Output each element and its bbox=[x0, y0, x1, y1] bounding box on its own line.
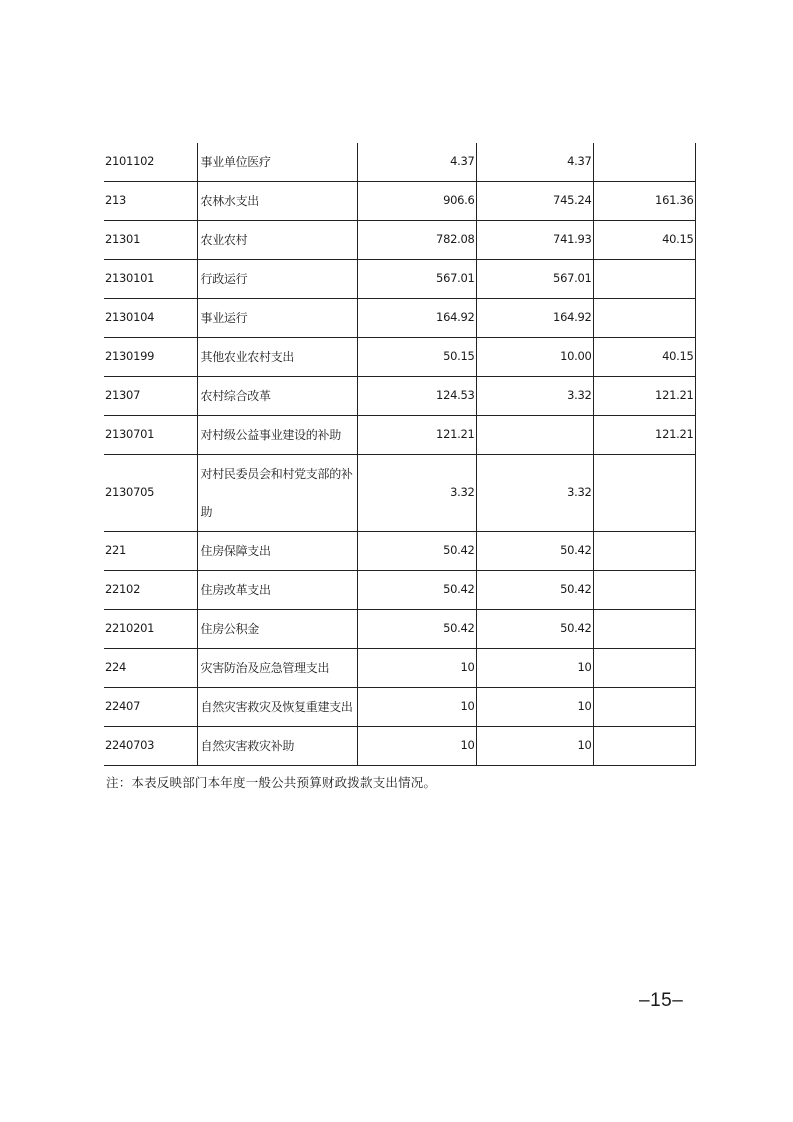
account-name: 行政运行 bbox=[197, 260, 357, 299]
basic-expenditure: 10.00 bbox=[476, 338, 593, 377]
basic-expenditure: 4.37 bbox=[476, 143, 593, 182]
table-row bbox=[104, 299, 695, 338]
table-row bbox=[104, 688, 695, 727]
total-amount: 121.21 bbox=[357, 416, 476, 455]
project-expenditure bbox=[593, 649, 695, 688]
account-name: 自然灾害救灾及恢复重建支出 bbox=[197, 688, 357, 727]
project-expenditure: 40.15 bbox=[593, 338, 695, 377]
basic-expenditure: 50.42 bbox=[476, 610, 593, 649]
project-expenditure bbox=[593, 455, 695, 532]
account-name: 住房保障支出 bbox=[197, 532, 357, 571]
account-name: 对村级公益事业建设的补助 bbox=[197, 416, 357, 455]
account-name: 事业单位医疗 bbox=[197, 143, 357, 182]
budget-table bbox=[104, 143, 696, 766]
total-amount: 164.92 bbox=[357, 299, 476, 338]
account-code: 22102 bbox=[104, 571, 197, 610]
total-amount: 3.32 bbox=[357, 455, 476, 532]
account-code: 21301 bbox=[104, 221, 197, 260]
basic-expenditure: 741.93 bbox=[476, 221, 593, 260]
total-amount: 50.42 bbox=[357, 571, 476, 610]
table-row bbox=[104, 532, 695, 571]
project-expenditure bbox=[593, 571, 695, 610]
page-number: –15– bbox=[639, 990, 684, 1011]
account-name: 农业农村 bbox=[197, 221, 357, 260]
project-expenditure bbox=[593, 299, 695, 338]
account-code: 213 bbox=[104, 182, 197, 221]
account-code: 224 bbox=[104, 649, 197, 688]
account-name: 农村综合改革 bbox=[197, 377, 357, 416]
total-amount: 50.42 bbox=[357, 610, 476, 649]
table-row bbox=[104, 260, 695, 299]
project-expenditure bbox=[593, 143, 695, 182]
table-row bbox=[104, 221, 695, 260]
basic-expenditure: 3.32 bbox=[476, 455, 593, 532]
account-name: 住房公积金 bbox=[197, 610, 357, 649]
total-amount: 124.53 bbox=[357, 377, 476, 416]
table-row bbox=[104, 377, 695, 416]
project-expenditure: 121.21 bbox=[593, 377, 695, 416]
account-code: 2101102 bbox=[104, 143, 197, 182]
total-amount: 50.42 bbox=[357, 532, 476, 571]
total-amount: 50.15 bbox=[357, 338, 476, 377]
total-amount: 10 bbox=[357, 727, 476, 766]
total-amount: 10 bbox=[357, 688, 476, 727]
project-expenditure bbox=[593, 260, 695, 299]
total-amount: 567.01 bbox=[357, 260, 476, 299]
project-expenditure bbox=[593, 727, 695, 766]
table-row bbox=[104, 416, 695, 455]
account-code: 2130101 bbox=[104, 260, 197, 299]
basic-expenditure: 50.42 bbox=[476, 532, 593, 571]
account-code: 2130705 bbox=[104, 455, 197, 532]
table-row bbox=[104, 571, 695, 610]
basic-expenditure: 10 bbox=[476, 649, 593, 688]
table-row bbox=[104, 455, 695, 532]
account-code: 2130701 bbox=[104, 416, 197, 455]
project-expenditure bbox=[593, 688, 695, 727]
project-expenditure: 121.21 bbox=[593, 416, 695, 455]
project-expenditure: 161.36 bbox=[593, 182, 695, 221]
basic-expenditure: 50.42 bbox=[476, 571, 593, 610]
basic-expenditure: 10 bbox=[476, 688, 593, 727]
basic-expenditure: 745.24 bbox=[476, 182, 593, 221]
basic-expenditure: 567.01 bbox=[476, 260, 593, 299]
account-name: 农林水支出 bbox=[197, 182, 357, 221]
account-name: 灾害防治及应急管理支出 bbox=[197, 649, 357, 688]
account-code: 2240703 bbox=[104, 727, 197, 766]
account-code: 22407 bbox=[104, 688, 197, 727]
account-name: 自然灾害救灾补助 bbox=[197, 727, 357, 766]
table-note: 注：本表反映部门本年度一般公共预算财政拨款支出情况。 bbox=[106, 775, 437, 790]
basic-expenditure: 3.32 bbox=[476, 377, 593, 416]
basic-expenditure bbox=[476, 416, 593, 455]
total-amount: 4.37 bbox=[357, 143, 476, 182]
project-expenditure bbox=[593, 610, 695, 649]
table-row bbox=[104, 649, 695, 688]
account-code: 21307 bbox=[104, 377, 197, 416]
account-name: 其他农业农村支出 bbox=[197, 338, 357, 377]
table-row bbox=[104, 182, 695, 221]
account-name: 事业运行 bbox=[197, 299, 357, 338]
account-name bbox=[197, 455, 357, 532]
account-name-line-1: 对村民委员会和村党支部的补 bbox=[200, 467, 353, 481]
total-amount: 782.08 bbox=[357, 221, 476, 260]
total-amount: 10 bbox=[357, 649, 476, 688]
account-name: 住房改革支出 bbox=[197, 571, 357, 610]
account-name-line-2: 助 bbox=[200, 505, 213, 519]
table-row bbox=[104, 610, 695, 649]
basic-expenditure: 164.92 bbox=[476, 299, 593, 338]
table-row bbox=[104, 143, 695, 182]
account-code: 2210201 bbox=[104, 610, 197, 649]
basic-expenditure: 10 bbox=[476, 727, 593, 766]
table-row bbox=[104, 727, 695, 766]
table-row bbox=[104, 338, 695, 377]
project-expenditure: 40.15 bbox=[593, 221, 695, 260]
account-code: 2130199 bbox=[104, 338, 197, 377]
account-code: 221 bbox=[104, 532, 197, 571]
project-expenditure bbox=[593, 532, 695, 571]
account-code: 2130104 bbox=[104, 299, 197, 338]
total-amount: 906.6 bbox=[357, 182, 476, 221]
